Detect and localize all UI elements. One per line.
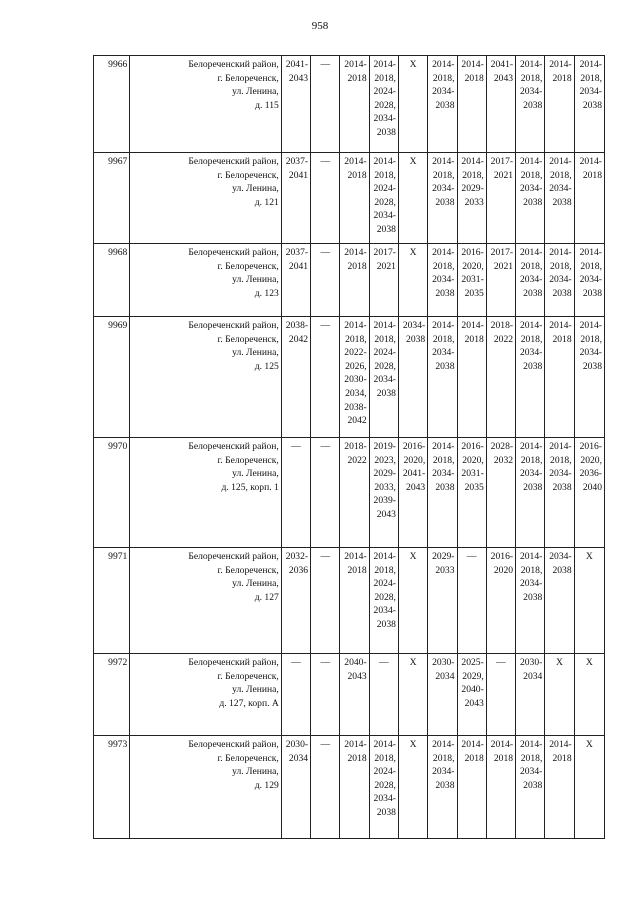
table-row — [94, 654, 605, 736]
period-cell: 2014- 2018 — [340, 736, 369, 839]
period-cell: Х — [574, 654, 604, 736]
period-cell: 2017- 2021 — [369, 244, 398, 317]
period-cell: 2016- 2020 — [486, 548, 515, 654]
period-cell: 2018- 2022 — [340, 438, 369, 548]
page-number: 958 — [311, 20, 329, 32]
period-cell: 2040- 2043 — [340, 654, 369, 736]
row-number: 9968 — [94, 244, 130, 317]
period-cell: 2014- 2018, 2034- 2038 — [545, 244, 574, 317]
register-table — [93, 55, 605, 839]
period-cell: 2018- 2022 — [486, 317, 515, 438]
period-cell: 2014- 2018 — [545, 317, 574, 438]
period-cell: — — [311, 317, 340, 438]
period-cell: Х — [545, 654, 574, 736]
period-cell: 2030- 2034 — [281, 736, 310, 839]
address-cell: Белореченский район, г. Белореченск, ул. Ленина, д. 121 — [130, 153, 281, 244]
period-cell: 2014- 2018, 2034- 2038 — [545, 438, 574, 548]
period-cell: 2014- 2018, 2029- 2033 — [457, 153, 486, 244]
period-cell: 2041- 2043 — [486, 56, 515, 153]
period-cell: 2014- 2018, 2024- 2028, 2034- 2038 — [369, 56, 398, 153]
period-cell: 2014- 2018, 2024- 2028, 2034- 2038 — [369, 736, 398, 839]
address-cell: Белореченский район, г. Белореченск, ул. Ленина, д. 129 — [130, 736, 281, 839]
period-cell: Х — [398, 736, 427, 839]
address-cell: Белореченский район, г. Белореченск, ул. Ленина, д. 127, корп. А — [130, 654, 281, 736]
period-cell: — — [281, 654, 310, 736]
period-cell: 2014- 2018 — [457, 56, 486, 153]
period-cell: 2016- 2020, 2031- 2035 — [457, 438, 486, 548]
period-cell: 2025- 2029, 2040- 2043 — [457, 654, 486, 736]
period-cell: 2014- 2018 — [457, 317, 486, 438]
period-cell: 2016- 2020, 2041- 2043 — [398, 438, 427, 548]
period-cell: — — [311, 153, 340, 244]
period-cell: 2038- 2042 — [281, 317, 310, 438]
period-cell: 2017- 2021 — [486, 153, 515, 244]
period-cell: 2014- 2018, 2034- 2038 — [516, 153, 545, 244]
period-cell: 2014- 2018, 2024- 2028, 2034- 2038 — [369, 317, 398, 438]
period-cell: — — [457, 548, 486, 654]
period-cell: 2014- 2018, 2034- 2038 — [428, 317, 457, 438]
period-cell: 2014- 2018, 2034- 2038 — [574, 244, 604, 317]
period-cell: 2014- 2018 — [545, 736, 574, 839]
period-cell: 2014- 2018, 2034- 2038 — [428, 56, 457, 153]
address-cell: Белореченский район, г. Белореченск, ул. Ленина, д. 127 — [130, 548, 281, 654]
row-number: 9969 — [94, 317, 130, 438]
table-row — [94, 56, 605, 153]
table-row — [94, 244, 605, 317]
period-cell: 2014- 2018, 2034- 2038 — [574, 317, 604, 438]
period-cell: Х — [398, 244, 427, 317]
period-cell: 2037- 2041 — [281, 153, 310, 244]
period-cell: 2014- 2018, 2034- 2038 — [516, 438, 545, 548]
period-cell: 2016- 2020, 2036- 2040 — [574, 438, 604, 548]
table-row — [94, 153, 605, 244]
period-cell: 2016- 2020, 2031- 2035 — [457, 244, 486, 317]
address-cell: Белореченский район, г. Белореченск, ул. Ленина, д. 125, корп. 1 — [130, 438, 281, 548]
period-cell: — — [369, 654, 398, 736]
period-cell: 2014- 2018, 2034- 2038 — [428, 153, 457, 244]
period-cell: Х — [398, 56, 427, 153]
period-cell: — — [311, 244, 340, 317]
period-cell: 2028- 2032 — [486, 438, 515, 548]
period-cell: — — [486, 654, 515, 736]
period-cell: 2014- 2018, 2024- 2028, 2034- 2038 — [369, 153, 398, 244]
period-cell: 2014- 2018 — [340, 56, 369, 153]
period-cell: 2014- 2018, 2034- 2038 — [428, 438, 457, 548]
table-row — [94, 736, 605, 839]
period-cell: Х — [398, 153, 427, 244]
period-cell: 2014- 2018 — [340, 244, 369, 317]
period-cell: 2014- 2018, 2034- 2038 — [516, 736, 545, 839]
row-number: 9966 — [94, 56, 130, 153]
period-cell: 2030- 2034 — [428, 654, 457, 736]
address-cell: Белореченский район, г. Белореченск, ул. Ленина, д. 125 — [130, 317, 281, 438]
period-cell: Х — [398, 548, 427, 654]
address-cell: Белореченский район, г. Белореченск, ул. Ленина, д. 115 — [130, 56, 281, 153]
period-cell: 2029- 2033 — [428, 548, 457, 654]
period-cell: 2017- 2021 — [486, 244, 515, 317]
period-cell: 2030- 2034 — [516, 654, 545, 736]
table-row — [94, 438, 605, 548]
period-cell: 2014- 2018 — [545, 56, 574, 153]
table-row — [94, 548, 605, 654]
period-cell: 2014- 2018, 2034- 2038 — [545, 153, 574, 244]
period-cell: 2014- 2018, 2034- 2038 — [516, 56, 545, 153]
period-cell: 2014- 2018 — [486, 736, 515, 839]
period-cell: 2014- 2018 — [457, 736, 486, 839]
row-number: 9967 — [94, 153, 130, 244]
period-cell: 2014- 2018, 2024- 2028, 2034- 2038 — [369, 548, 398, 654]
period-cell: 2014- 2018, 2034- 2038 — [428, 736, 457, 839]
row-number: 9971 — [94, 548, 130, 654]
row-number: 9972 — [94, 654, 130, 736]
period-cell: 2014- 2018, 2034- 2038 — [516, 244, 545, 317]
period-cell: Х — [574, 736, 604, 839]
period-cell: 2014- 2018 — [340, 548, 369, 654]
period-cell: 2041- 2043 — [281, 56, 310, 153]
period-cell: Х — [398, 654, 427, 736]
period-cell: 2014- 2018 — [574, 153, 604, 244]
period-cell: — — [311, 438, 340, 548]
period-cell: 2014- 2018 — [340, 153, 369, 244]
period-cell: — — [311, 56, 340, 153]
period-cell: 2032- 2036 — [281, 548, 310, 654]
period-cell: 2014- 2018, 2034- 2038 — [516, 548, 545, 654]
period-cell: 2034- 2038 — [398, 317, 427, 438]
period-cell: 2014- 2018, 2034- 2038 — [516, 317, 545, 438]
period-cell: 2037- 2041 — [281, 244, 310, 317]
period-cell: — — [281, 438, 310, 548]
period-cell: Х — [574, 548, 604, 654]
period-cell: 2014- 2018, 2022- 2026, 2030- 2034, 2038- 2042 — [340, 317, 369, 438]
address-cell: Белореченский район, г. Белореченск, ул. Ленина, д. 123 — [130, 244, 281, 317]
row-number: 9973 — [94, 736, 130, 839]
period-cell: 2014- 2018, 2034- 2038 — [428, 244, 457, 317]
period-cell: — — [311, 736, 340, 839]
period-cell: — — [311, 654, 340, 736]
row-number: 9970 — [94, 438, 130, 548]
period-cell: 2019- 2023, 2029- 2033, 2039- 2043 — [369, 438, 398, 548]
period-cell: 2014- 2018, 2034- 2038 — [574, 56, 604, 153]
table-row — [94, 317, 605, 438]
period-cell: 2034- 2038 — [545, 548, 574, 654]
period-cell: — — [311, 548, 340, 654]
